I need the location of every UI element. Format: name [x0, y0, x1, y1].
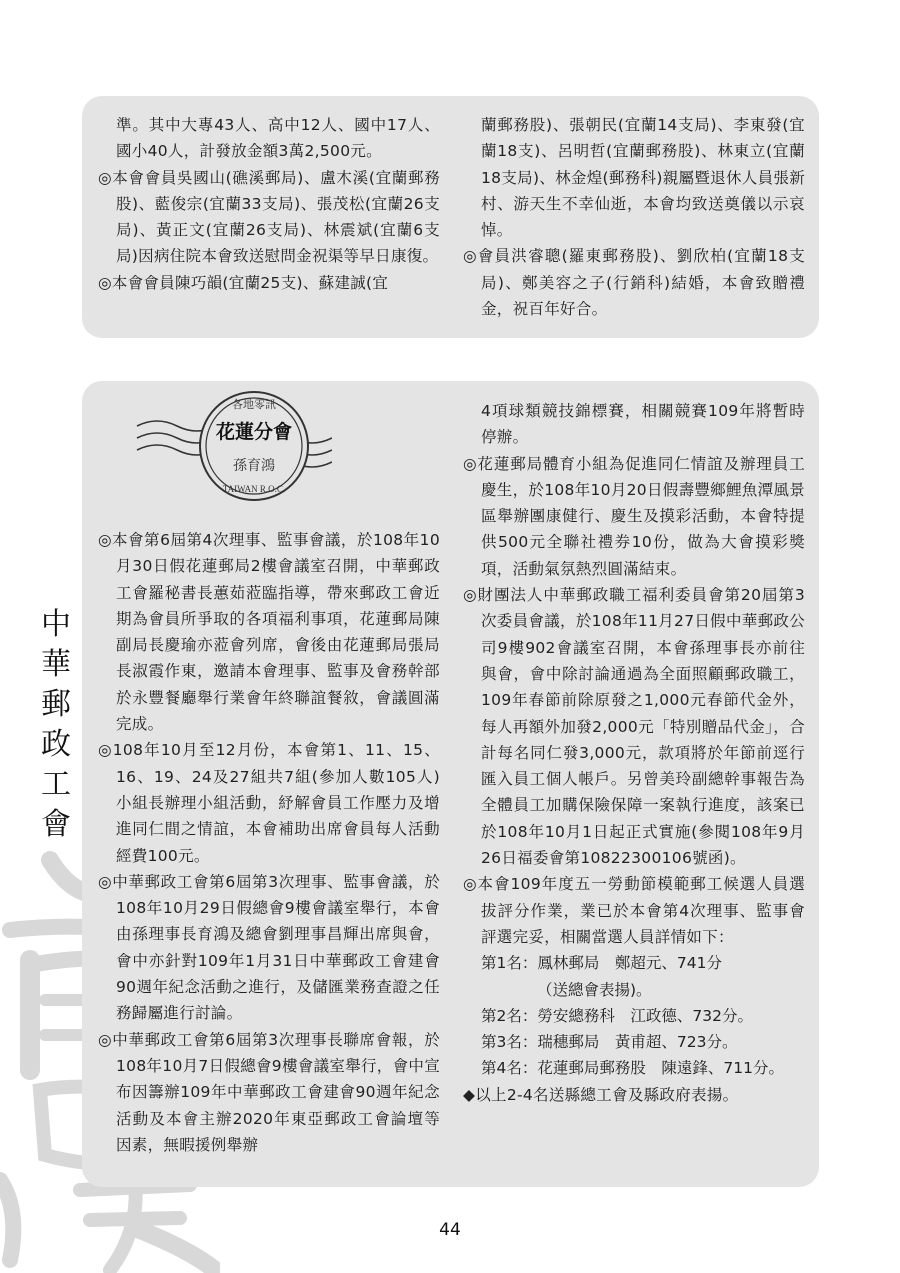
stamp-title: 花蓮分會 [215, 421, 293, 443]
bottom-right-column [463, 398, 805, 1108]
paragraph: ◎本會會員陳巧韻(宜蘭25支)、蘇建誠(宜 [98, 273, 389, 292]
paragraph: ◎中華郵政工會第6屆第3次理事長聯席會報，於108年10月7日假總會9樓會議室舉行，會中宣布因籌辦109年中華郵政工會建會90週年紀念活動及本會主辦2020年東亞郵政工會論壇等因素，無暇援例舉辦 [98, 1030, 440, 1154]
side-title-char: 工 [41, 767, 71, 802]
top-right-column [463, 112, 805, 322]
stamp-top-text: 各地零訊 [232, 399, 276, 411]
paragraph: ◎本會109年度五一勞動節模範郵工候選人員選拔評分作業，業已於本會第4次理事、監事會評選完妥，相關當選人員詳情如下： [463, 875, 805, 946]
paragraph: ◎會員洪睿聰(羅東郵務股)、劉欣柏(宜蘭18支局)、鄭美容之子(行銷科)結婚，本會致贈禮金，祝百年好合。 [463, 247, 805, 319]
branch-news-stamp [132, 388, 332, 508]
side-title-char: 華 [41, 647, 71, 682]
rank-item: 第3名：瑞穗郵局 黃甫超、723分。 [481, 1033, 738, 1052]
page-number: 44 [439, 1220, 461, 1240]
rank-item: 第2名：勞安總務科 江政德、732分。 [481, 1006, 753, 1025]
bottom-left-column [98, 527, 440, 1158]
stamp-bottom-text: TAIWAN R.O.C. [222, 484, 286, 494]
rank-item: （送總會表揚)。 [537, 980, 652, 999]
paragraph: ◎本會第6屆第4次理事、監事會議，於108年10月30日假花蓮郵局2樓會議室召開，中華郵政工會羅秘書長蕙茹蒞臨指導，帶來郵政工會近期為會員所爭取的各項福利事項，花蓮郵局陳副局長慶瑜亦蒞會列席，會後由花蓮郵局張局長淑霞作東，邀請本會理事、監事及會務幹部於永豐餐廳舉行業會年終聯誼餐敘，會議圓滿完成。 [98, 531, 440, 734]
paragraph: ◎108年10月至12月份，本會第1、11、15、16、19、24及27組共7組(參加人數105人)小組長辦理小組活動，紓解會員工作壓力及增進同仁間之情誼，本會補助出席會員每人活動經費100元。 [98, 741, 440, 865]
rank-item: 第4名：花蓮郵局郵務股 陳遠鋒、711分。 [481, 1059, 784, 1078]
paragraph: ◎本會會員吳國山(礁溪郵局)、盧木溪(宜蘭郵務股)、藍俊宗(宜蘭33支局)、張茂松(宜蘭26支局)、黃正文(宜蘭26支局)、林震斌(宜蘭6支局)因病住院本會致送慰問金祝渠等早日康復。 [98, 168, 440, 266]
side-title-char: 會 [41, 807, 71, 842]
paragraph: ◎花蓮郵局體育小組為促進同仁情誼及辦理員工慶生，於108年10月20日假壽豐鄉鯉魚潭風景區舉辦團康健行、慶生及摸彩活動，本會特提供500元全聯社禮券10份，做為大會摸彩獎項，活動氣氛熱烈圓滿結束。 [463, 454, 805, 578]
final-note: ◆以上2-4名送縣總工會及縣政府表揚。 [463, 1085, 739, 1104]
paragraph: ◎中華郵政工會第6屆第3次理事、監事會議，於108年10月29日假總會9樓會議室舉行，本會由孫理事長育鴻及總會劉理事昌輝出席與會，會中亦針對109年1月31日中華郵政工會建會90週年紀念活動之進行，及儲匯業務查證之任務歸屬進行討論。 [98, 872, 440, 1023]
side-title-char: 政 [41, 727, 71, 762]
award-ranking-list [463, 950, 805, 1081]
bottom-right-paragraphs [463, 398, 805, 950]
paragraph: 蘭郵務股)、張朝民(宜蘭14支局)、李東發(宜蘭18支)、呂明哲(宜蘭郵務股)、林東立(宜蘭18支局)、林金煌(郵務科)親屬暨退休人員張新村、游天生不幸仙逝，本會均致送奠儀以示哀悼。 [481, 116, 805, 240]
top-left-column [98, 112, 440, 296]
paragraph: 4項球類競技錦標賽，相關競賽109年將暫時停辦。 [481, 402, 805, 447]
side-title-char: 郵 [41, 687, 71, 722]
paragraph: ◎財團法人中華郵政職工福利委員會第20屆第3次委員會議，於108年11月27日假中華郵政公司9樓902會議室召開，本會孫理事長亦前往與會，會中除討論通過為全面照顧郵政職工，109年春節前除原發之1,000元春節代金外，每人再額外加發2,000元「特別贈品代金」，合計每名同仁發3,000元，款項將於年節前逕行匯入員工個人帳戶。另曾美玲副總幹事報告為全體員工加購保險保障一案執行進度，該案已於108年10月1日起正式實施(參閱108年9月26日福委會第10822300106號函)。 [463, 586, 805, 868]
side-title [36, 605, 76, 845]
paragraph: 準。其中大專43人、高中12人、國中17人、國小40人，計發放金額3萬2,500元。 [116, 116, 440, 161]
rank-item: 第1名：鳳林郵局 鄭超元、741分 [481, 954, 722, 973]
side-title-char: 中 [41, 607, 71, 642]
stamp-author: 孫育鴻 [233, 458, 275, 474]
